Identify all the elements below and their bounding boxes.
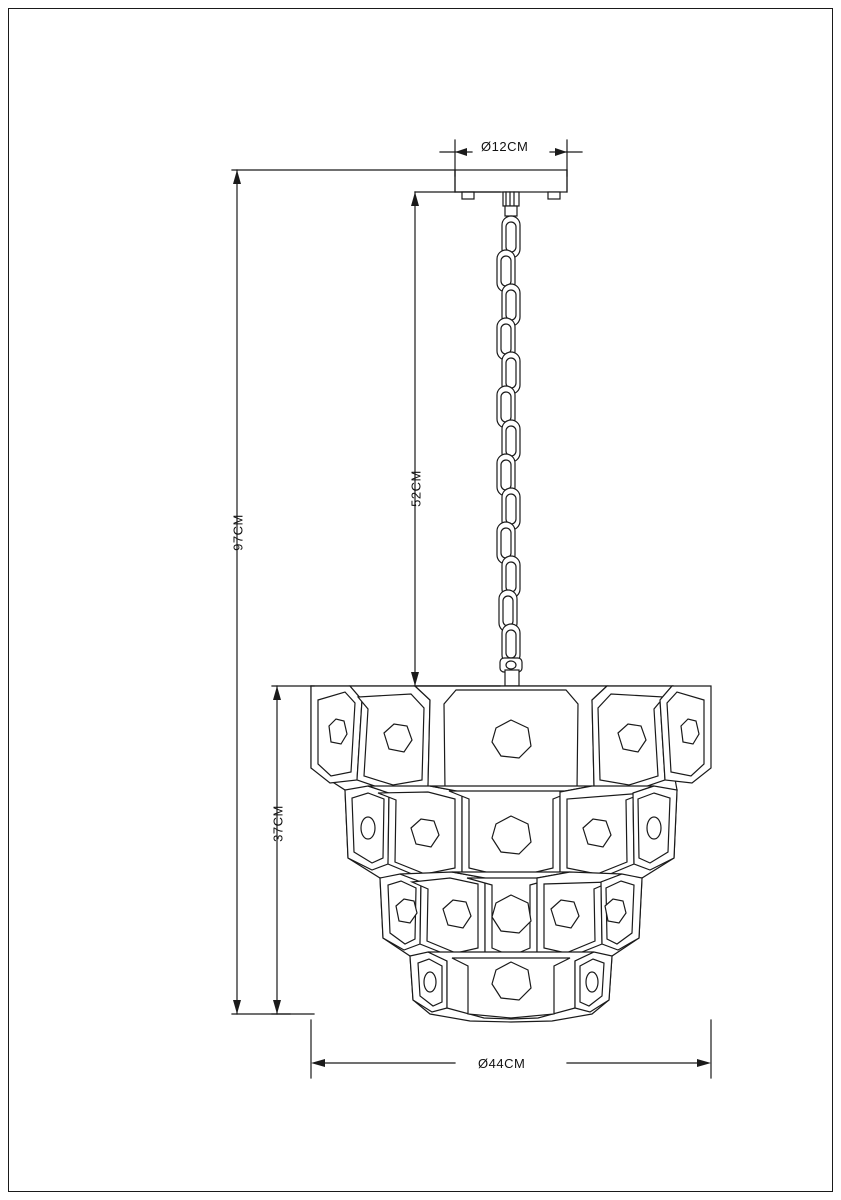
dimension-label-canopy-diameter: Ø12CM xyxy=(481,139,529,154)
dimension-label-shade-height: 37CM xyxy=(270,805,286,842)
suspension-chain xyxy=(497,216,522,686)
dimension-label-shade-diameter: Ø44CM xyxy=(478,1056,526,1071)
dimension-label-chain-drop: 52CM xyxy=(408,470,424,507)
shade-tier-1 xyxy=(311,686,711,801)
dimension-label-total-height: 97CM xyxy=(230,514,246,551)
shade-tier-4 xyxy=(410,952,612,1022)
dimension-chain-drop xyxy=(408,192,500,686)
ceiling-canopy xyxy=(455,170,567,216)
